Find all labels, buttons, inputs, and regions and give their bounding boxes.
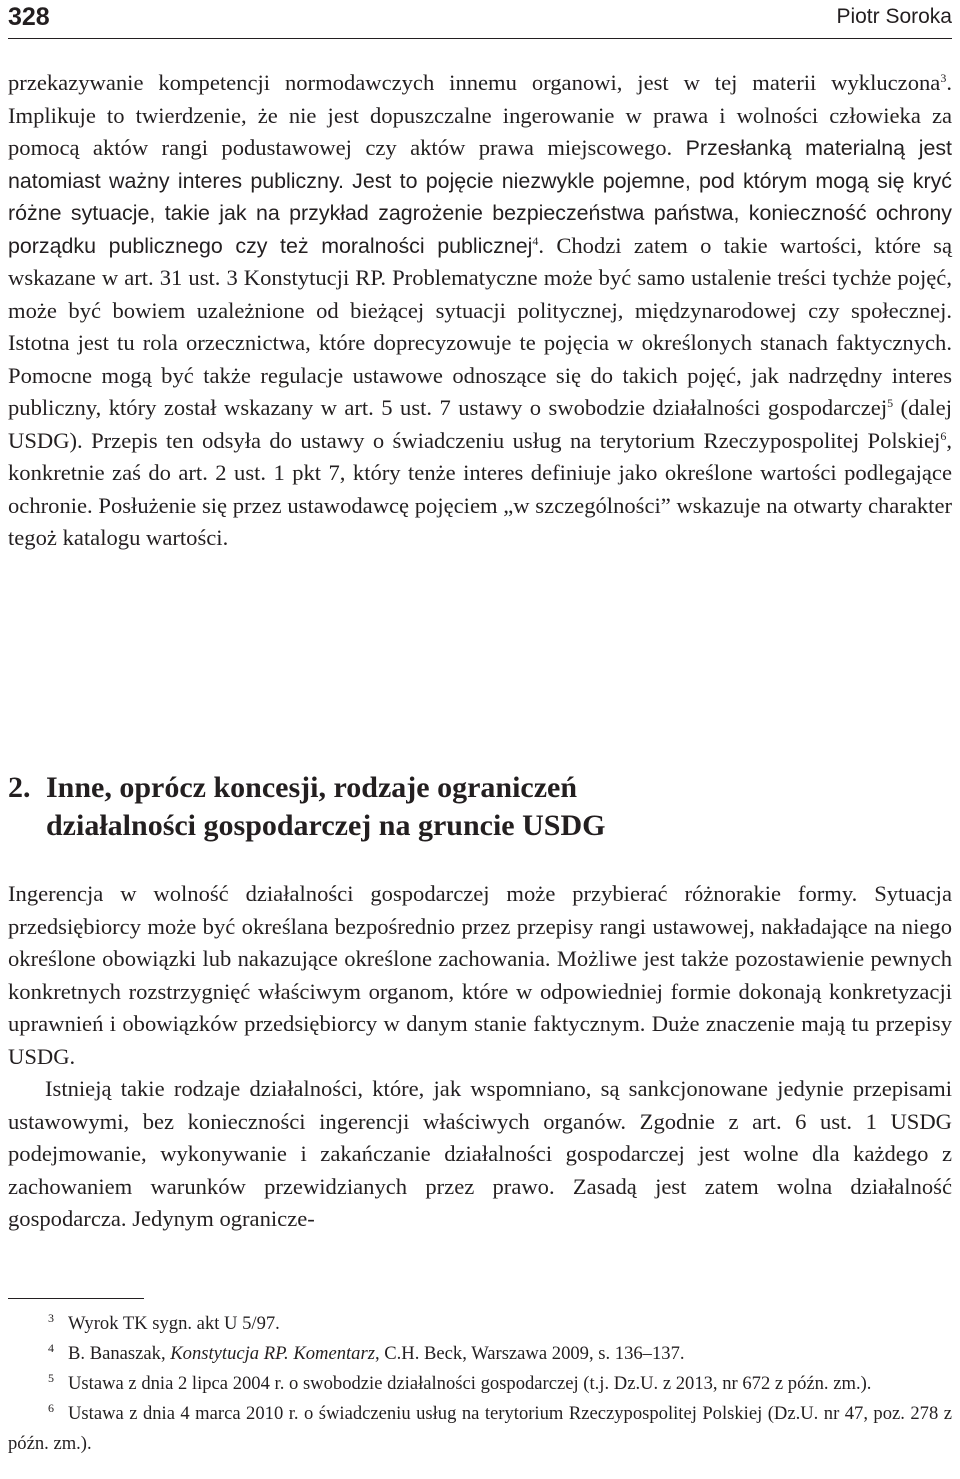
section-title-part-2: działalności gospodarczej na gruncie USDG xyxy=(46,809,606,842)
paragraph-text: . Implikuje to twierdzenie, że nie jest dopuszczalne ingerowanie w prawa i wolności człowieka za pomocą aktów rangi podustawowej czy aktów prawa miejscowego. xyxy=(8,70,952,160)
footnote-3: 3 Wyrok TK sygn. akt U 5/97. xyxy=(48,1311,280,1334)
footnote-ref-3[interactable]: 3 xyxy=(940,71,947,85)
footnote-separator xyxy=(8,1298,144,1299)
section-heading-line-1 xyxy=(8,769,952,807)
footnote-ref-6[interactable]: 6 xyxy=(940,428,947,443)
paragraph-1 xyxy=(8,67,952,555)
footnote-text: B. Banaszak, xyxy=(68,1343,171,1364)
footnote-text: Ustawa z dnia 4 marca 2010 r. o świadczeniu usług na terytorium Rzeczypospolitej Polskiej (Dz.U. nr 47, poz. 278 z późn. zm.). xyxy=(8,1403,952,1454)
paragraph-1-text xyxy=(8,67,952,555)
footnote-ref-4[interactable]: 4 xyxy=(532,233,539,248)
page-number: 328 xyxy=(8,3,50,31)
paragraph-text-sans: Przesłanką materialną jest natomiast ważny interes publiczny. Jest to pojęcie niezwykle pojemne, pod którym mogą się kryć różne sytuacje, takie jak na przykład zagrożenie bezpieczeństwa państwa, konieczność ochrony porządku publicznego czy też moralności publicznej xyxy=(8,136,952,258)
footnote-text: , C.H. Beck, Warszawa 2009, s. 136–137. xyxy=(374,1343,685,1364)
section-heading xyxy=(8,769,952,845)
footnote-4: 4 B. Banaszak, Konstytucja RP. Komentarz, C.H. Beck, Warszawa 2009, s. 136–137. xyxy=(48,1341,685,1364)
section-title-part-1: Inne, oprócz koncesji, rodzaje ograniczeń xyxy=(46,771,578,804)
paragraph-3: Istnieją takie rodzaje działalności, które, jak wspomniano, są sankcjonowane jedynie przepisami ustawowymi, bez konieczności ingerencji właściwych organów. Zgodnie z art. 6 ust. 1 USDG podejmowanie, wykonywanie i zakańczanie działalności gospodarczej jest wolne dla każdego z zachowaniem warunków przewidzianych przez prawo. Zasadą jest zatem wolna działalność gospodarcza. Jedynym ogranicze- xyxy=(8,1076,952,1231)
footnote-6: 6 Ustawa z dnia 4 marca 2010 r. o świadczeniu usług na terytorium Rzeczypospolitej Polskiej (Dz.U. nr 47, poz. 278 z późn. zm.). xyxy=(8,1401,952,1454)
author-name: Piotr Soroka xyxy=(836,5,952,28)
footnote-text: Ustawa z dnia 2 lipca 2004 r. o swobodzie działalności gospodarczej (t.j. Dz.U. z 2013, nr 672 z późn. zm.). xyxy=(68,1373,872,1394)
running-header xyxy=(8,0,952,39)
paragraph-text: przekazywanie kompetencji normodawczych innemu organowi, jest w tej materii wykluczona xyxy=(8,70,941,95)
footnote-book-title: Konstytucja RP. Komentarz xyxy=(170,1343,375,1364)
paragraph-text: (dalej USDG). Przepis ten odsyła do ustawy o świadczeniu usług na terytorium Rzeczypospolitej Polskiej xyxy=(8,395,952,453)
section-number: 2. xyxy=(8,771,31,804)
footnotes xyxy=(8,1309,952,1459)
paragraph-text: , konkretnie zaś do art. 2 ust. 1 pkt 7, który tenże interes definiuje jako określone wartości podlegające ochronie. Posłużenie się przez ustawodawcę pojęciem „w szczególności” wskazuje na otwarty charakter tegoż katalogu wartości. xyxy=(8,427,952,550)
footnote-text: Wyrok TK sygn. akt U 5/97. xyxy=(68,1313,280,1334)
paragraph-2: Ingerencja w wolność działalności gospodarczej może przybierać różnorakie formy. Sytuacja przedsiębiorcy może być określana bezpośrednio przez przepisy rangi ustawowej, nakładające na niego określone obowiązki lub nakazujące określone zachowania. Możliwe jest także pozostawienie pewnych konkretnych rozstrzygnięć właściwym organom, które w odpowiedniej formie dokonają konkretyzacji uprawnień i obowiązków przedsiębiorcy w danym stanie faktycznym. Duże znaczenie mają tu przepisy USDG. xyxy=(8,881,952,1069)
footnote-ref-5[interactable]: 5 xyxy=(887,396,894,410)
section-body xyxy=(8,878,952,1236)
paragraph-text: . Chodzi zatem o takie wartości, które są wskazane w art. 31 ust. 3 Konstytucji RP. Problematyczne może być samo ustalenie treści tychże pojęć, może być bowiem uzależnione od bieżącej sytuacji politycznej, międzynarodowej czy społecznej. Istotna jest tu rola orzecznictwa, które doprecyzowuje te pojęcia w określonych stanach faktycznych. Pomocne mogą być także regulacje ustawowe odnoszące się do takich pojęć, jak nadrzędny interes publiczny, który został wskazany w art. 5 ust. 7 ustawy o swobodzie działalności gospodarczej xyxy=(8,232,952,420)
footnote-5: 5 Ustawa z dnia 2 lipca 2004 r. o swobodzie działalności gospodarczej (t.j. Dz.U. z 2013, nr 672 z późn. zm.). xyxy=(48,1371,872,1394)
